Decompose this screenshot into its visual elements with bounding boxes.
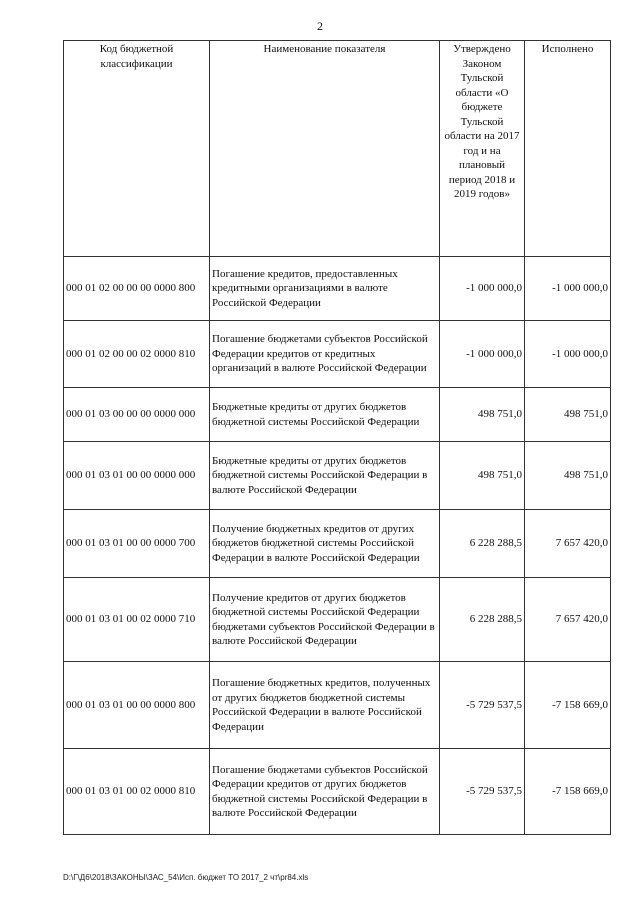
footer-file-path: D:\Г\Д6\2018\ЗАКОНЫ\ЗАС_54\Исп. бюджет ТО 2017_2 чт\pr84.xls — [63, 873, 309, 882]
budget-table — [63, 40, 611, 835]
cell-name: Бюджетные кредиты от других бюджетов бюджетной системы Российской Федерации в валюте Российской Федерации — [210, 442, 440, 510]
cell-name: Погашение бюджетами субъектов Российской Федерации кредитов от других бюджетов бюджетной системы Российской Федерации в валюте Российской Федерации — [210, 749, 440, 835]
cell-code: 000 01 02 00 00 00 0000 800 — [64, 257, 210, 321]
table-row — [64, 257, 611, 321]
table-row — [64, 321, 611, 388]
cell-executed: -1 000 000,0 — [525, 257, 611, 321]
cell-approved: -1 000 000,0 — [440, 257, 525, 321]
header-code: Код бюджетной классификации — [64, 41, 210, 257]
cell-code: 000 01 02 00 00 02 0000 810 — [64, 321, 210, 388]
cell-code: 000 01 03 01 00 00 0000 000 — [64, 442, 210, 510]
cell-approved: 6 228 288,5 — [440, 510, 525, 578]
header-approved: Утверждено Законом Тульской области «О бюджете Тульской области на 2017 год и на плановый период 2018 и 2019 годов» — [440, 41, 525, 257]
cell-name: Бюджетные кредиты от других бюджетов бюджетной системы Российской Федерации — [210, 388, 440, 442]
cell-approved: 6 228 288,5 — [440, 578, 525, 662]
table-row — [64, 510, 611, 578]
cell-executed: 7 657 420,0 — [525, 578, 611, 662]
cell-code: 000 01 03 01 00 00 0000 800 — [64, 662, 210, 749]
header-executed: Исполнено — [525, 41, 611, 257]
table-row — [64, 388, 611, 442]
cell-approved: -1 000 000,0 — [440, 321, 525, 388]
header-name: Наименование показателя — [210, 41, 440, 257]
cell-executed: 7 657 420,0 — [525, 510, 611, 578]
cell-executed: -7 158 669,0 — [525, 749, 611, 835]
cell-name: Погашение кредитов, предоставленных кредитными организациями в валюте Российской Федерации — [210, 257, 440, 321]
table-row — [64, 662, 611, 749]
table-header-row — [64, 41, 611, 257]
cell-code: 000 01 03 00 00 00 0000 000 — [64, 388, 210, 442]
cell-code: 000 01 03 01 00 00 0000 700 — [64, 510, 210, 578]
cell-executed: 498 751,0 — [525, 442, 611, 510]
cell-approved: -5 729 537,5 — [440, 662, 525, 749]
cell-name: Погашение бюджетных кредитов, полученных от других бюджетов бюджетной системы Российской Федерации в валюте Российской Федерации — [210, 662, 440, 749]
cell-name: Получение бюджетных кредитов от других бюджетов бюджетной системы Российской Федерации в валюте Российской Федерации — [210, 510, 440, 578]
table-row — [64, 578, 611, 662]
table-row — [64, 442, 611, 510]
table-row — [64, 749, 611, 835]
cell-name: Погашение бюджетами субъектов Российской Федерации кредитов от кредитных организаций в валюте Российской Федерации — [210, 321, 440, 388]
cell-approved: -5 729 537,5 — [440, 749, 525, 835]
cell-executed: -1 000 000,0 — [525, 321, 611, 388]
cell-executed: 498 751,0 — [525, 388, 611, 442]
cell-approved: 498 751,0 — [440, 388, 525, 442]
cell-executed: -7 158 669,0 — [525, 662, 611, 749]
page-number: 2 — [317, 19, 323, 33]
cell-approved: 498 751,0 — [440, 442, 525, 510]
cell-code: 000 01 03 01 00 02 0000 810 — [64, 749, 210, 835]
cell-name: Получение кредитов от других бюджетов бюджетной системы Российской Федерации бюджетами субъектов Российской Федерации в валюте Российской Федерации — [210, 578, 440, 662]
cell-code: 000 01 03 01 00 02 0000 710 — [64, 578, 210, 662]
